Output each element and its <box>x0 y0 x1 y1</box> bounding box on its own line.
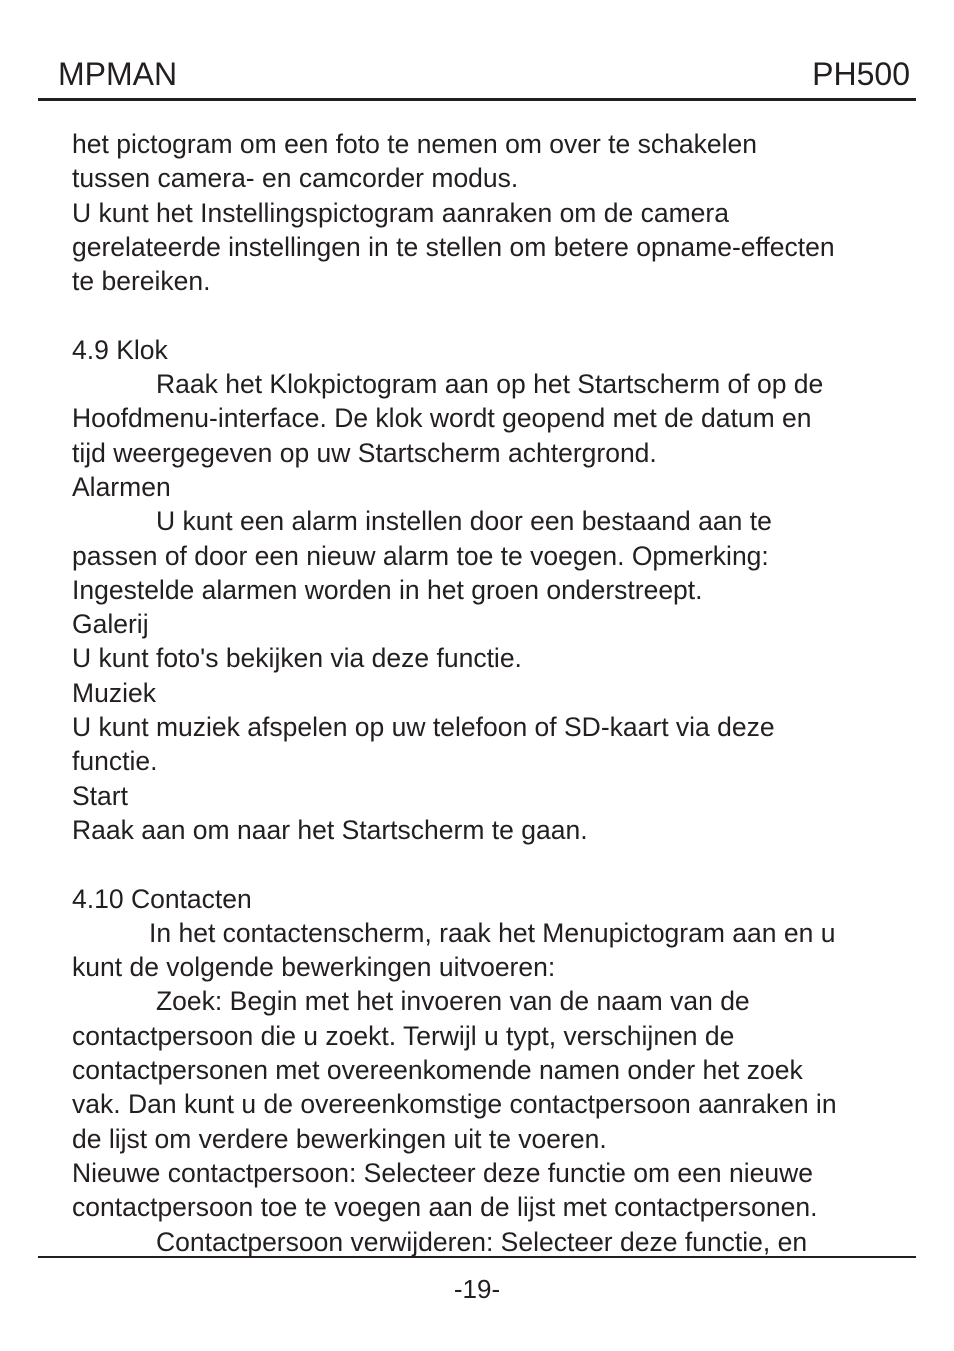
subheading-alarmen: Alarmen <box>72 471 171 502</box>
header-model: PH500 <box>812 56 910 92</box>
text-line: Hoofdmenu-interface. De klok wordt geopend met de datum en <box>72 403 812 434</box>
text-line: Zoek: Begin met het invoeren van de naam van de <box>156 986 750 1017</box>
text-line: Ingestelde alarmen worden in het groen onderstreept. <box>72 574 703 605</box>
page-number: -19- <box>453 1274 501 1304</box>
text-line: vak. Dan kunt u de overeenkomstige contactpersoon aanraken in <box>72 1089 837 1120</box>
text-line: U kunt het Instellingspictogram aanraken om de camera <box>72 197 729 228</box>
header-brand: MPMAN <box>58 56 178 92</box>
text-line: de lijst om verdere bewerkingen uit te voeren. <box>72 1123 607 1154</box>
text-line: Contactpersoon verwijderen: Selecteer deze functie, en <box>156 1226 808 1257</box>
subheading-muziek: Muziek <box>72 677 156 708</box>
text-line: U kunt een alarm instellen door een bestaand aan te <box>156 506 772 537</box>
subheading-galerij: Galerij <box>72 609 149 640</box>
text-line: contactpersonen met overeenkomende namen onder het zoek <box>72 1055 803 1086</box>
text-line: Raak het Klokpictogram aan op het Startscherm of op de <box>156 369 824 400</box>
text-line: tijd weergegeven op uw Startscherm achtergrond. <box>72 437 657 468</box>
text-line: U kunt muziek afspelen op uw telefoon of SD-kaart via deze <box>72 712 775 743</box>
text-line: te bereiken. <box>72 266 211 297</box>
page-body <box>72 127 912 1259</box>
blank-line <box>72 847 912 881</box>
text-line: contactpersoon toe te voegen aan de lijst met contactpersonen. <box>72 1192 818 1223</box>
text-line: Raak aan om naar het Startscherm te gaan. <box>72 814 588 845</box>
text-line: kunt de volgende bewerkingen uitvoeren: <box>72 952 556 983</box>
text-line: contactpersoon die u zoekt. Terwijl u typt, verschijnen de <box>72 1020 735 1051</box>
text-line: gerelateerde instellingen in te stellen om betere opname-effecten <box>72 231 835 262</box>
header-rule <box>38 98 916 101</box>
section-heading-klok: 4.9 Klok <box>72 334 168 365</box>
text-line: U kunt foto's bekijken via deze functie. <box>72 643 522 674</box>
text-line: Nieuwe contactpersoon: Selecteer deze functie om een nieuwe <box>72 1157 813 1188</box>
text-line: functie. <box>72 746 158 777</box>
section-heading-contacten: 4.10 Contacten <box>72 883 252 914</box>
text-line: passen of door een nieuw alarm toe te voegen. Opmerking: <box>72 540 769 571</box>
footer-rule <box>38 1256 916 1258</box>
subheading-start: Start <box>72 780 128 811</box>
blank-line <box>72 298 912 332</box>
text-line: In het contactenscherm, raak het Menupictogram aan en u <box>149 917 836 948</box>
text-line: het pictogram om een foto te nemen om over te schakelen <box>72 129 757 159</box>
text-line: tussen camera- en camcorder modus. <box>72 163 519 194</box>
